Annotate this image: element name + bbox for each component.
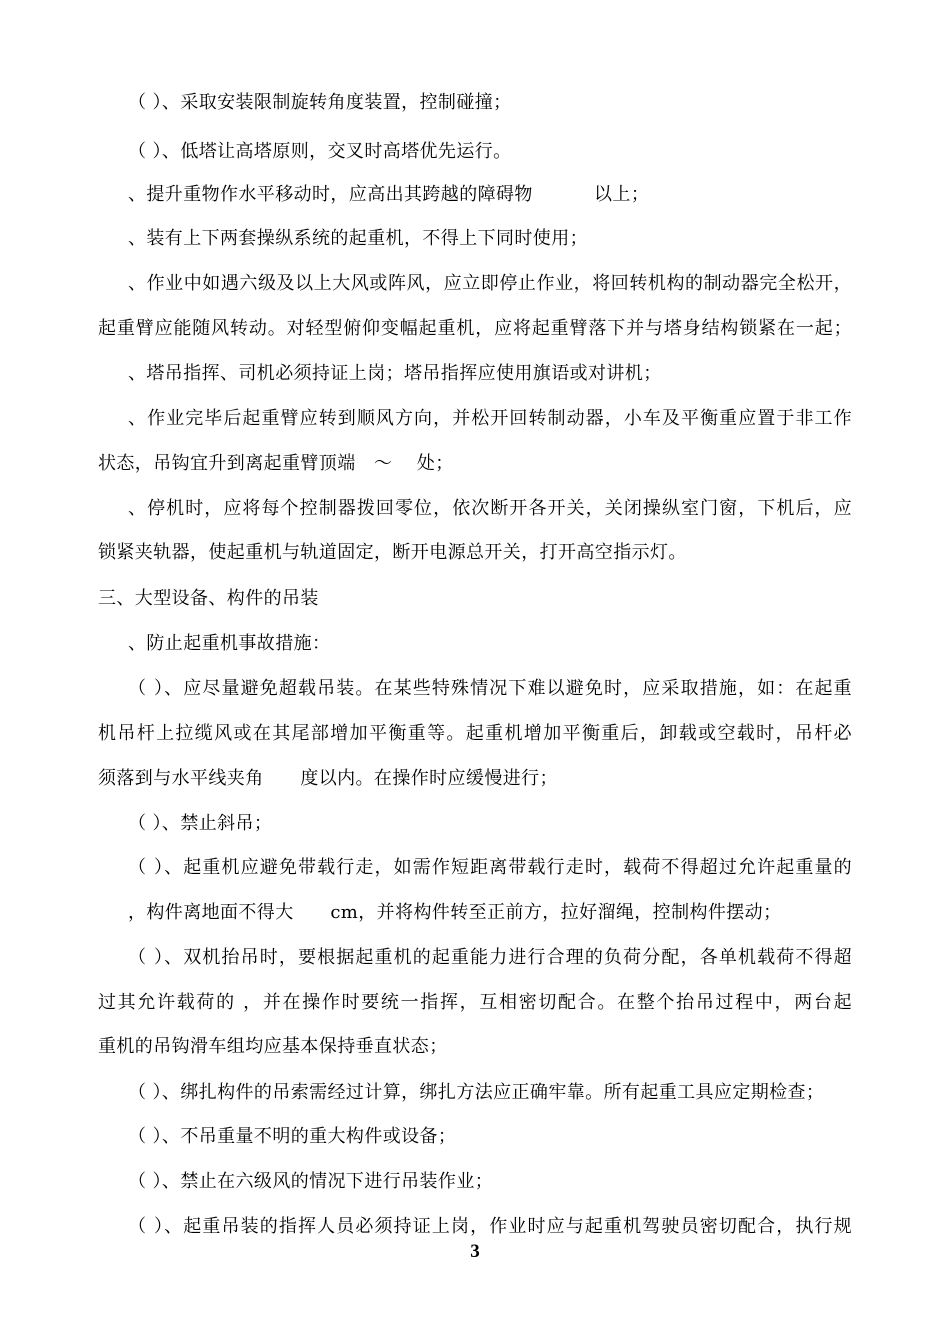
text-line-1: （ ）、采取安装限制旋转角度装置，控制碰撞； bbox=[128, 92, 512, 113]
text-line-22: 重机的吊钩滑车组均应基本保持垂直状态； bbox=[98, 1036, 448, 1057]
section-heading: 三、大型设备、构件的吊装 bbox=[98, 588, 319, 609]
text-line-17: （ ）、禁止斜吊； bbox=[128, 813, 273, 834]
text-line-5: 、作业中如遇六级及以上大风或阵风，应立即停止作业，将回转机构的制动器完全松开， bbox=[128, 273, 852, 294]
text-line-16: 须落到与水平线夹角 度以内。在操作时应缓慢进行； bbox=[98, 768, 558, 789]
text-line-23: （ ）、绑扎构件的吊索需经过计算，绑扎方法应正确牢靠。所有起重工具应定期检查； bbox=[128, 1082, 825, 1103]
text-line-14: （ ）、应尽量避免超载吊装。在某些特殊情况下难以避免时，应采取措施，如：在起重 bbox=[128, 678, 852, 699]
text-line-2: （ ）、低塔让高塔原则，交叉时高塔优先运行。 bbox=[128, 141, 512, 162]
text-line-25: （ ）、禁止在六级风的情况下进行吊装作业； bbox=[128, 1171, 494, 1192]
text-line-11: 锁紧夹轨器，使起重机与轨道固定，断开电源总开关，打开高空指示灯。 bbox=[98, 542, 687, 563]
text-line-8: 、作业完毕后起重臂应转到顺风方向，并松开回转制动器，小车及平衡重应置于非工作 bbox=[128, 408, 852, 429]
text-line-18: （ ）、起重机应避免带载行走，如需作短距离带载行走时，载荷不得超过允许起重量的 bbox=[128, 857, 852, 878]
text-line-20: （ ）、双机抬吊时，要根据起重机的起重能力进行合理的负荷分配，各单机载荷不得超 bbox=[128, 947, 852, 968]
text-line-7: 、塔吊指挥、司机必须持证上岗；塔吊指挥应使用旗语或对讲机； bbox=[128, 363, 662, 384]
text-line-21: 过其允许载荷的 ，并在操作时要统一指挥，互相密切配合。在整个抬吊过程中，两台起 bbox=[98, 992, 852, 1013]
text-line-24: （ ）、不吊重量不明的重大构件或设备； bbox=[128, 1126, 457, 1147]
page-number: 3 bbox=[470, 1241, 480, 1262]
text-line-6: 起重臂应能随风转动。对轻型俯仰变幅起重机，应将起重臂落下并与塔身结构锁紧在一起； bbox=[98, 318, 852, 339]
text-line-13: 、防止起重机事故措施： bbox=[128, 633, 331, 654]
text-line-15: 机吊杆上拉缆风或在其尾部增加平衡重等。起重机增加平衡重后，卸载或空载时，吊杆必 bbox=[98, 723, 852, 744]
text-line-10: 、停机时，应将每个控制器拨回零位，依次断开各开关，关闭操纵室门窗，下机后，应 bbox=[128, 498, 852, 519]
text-line-19: ，构件离地面不得大 cm，并将构件转至正前方，拉好溜绳，控制构件摆动； bbox=[128, 902, 782, 923]
text-line-4: 、装有上下两套操纵系统的起重机，不得上下同时使用； bbox=[128, 228, 588, 249]
text-line-9: 状态，吊钩宜升到离起重臂顶端 ～ 处； bbox=[98, 453, 454, 474]
text-line-3: 、提升重物作水平移动时，应高出其跨越的障碍物 以上； bbox=[128, 184, 650, 205]
text-line-26: （ ）、起重吊装的指挥人员必须持证上岗，作业时应与起重机驾驶员密切配合，执行规 bbox=[128, 1216, 852, 1237]
